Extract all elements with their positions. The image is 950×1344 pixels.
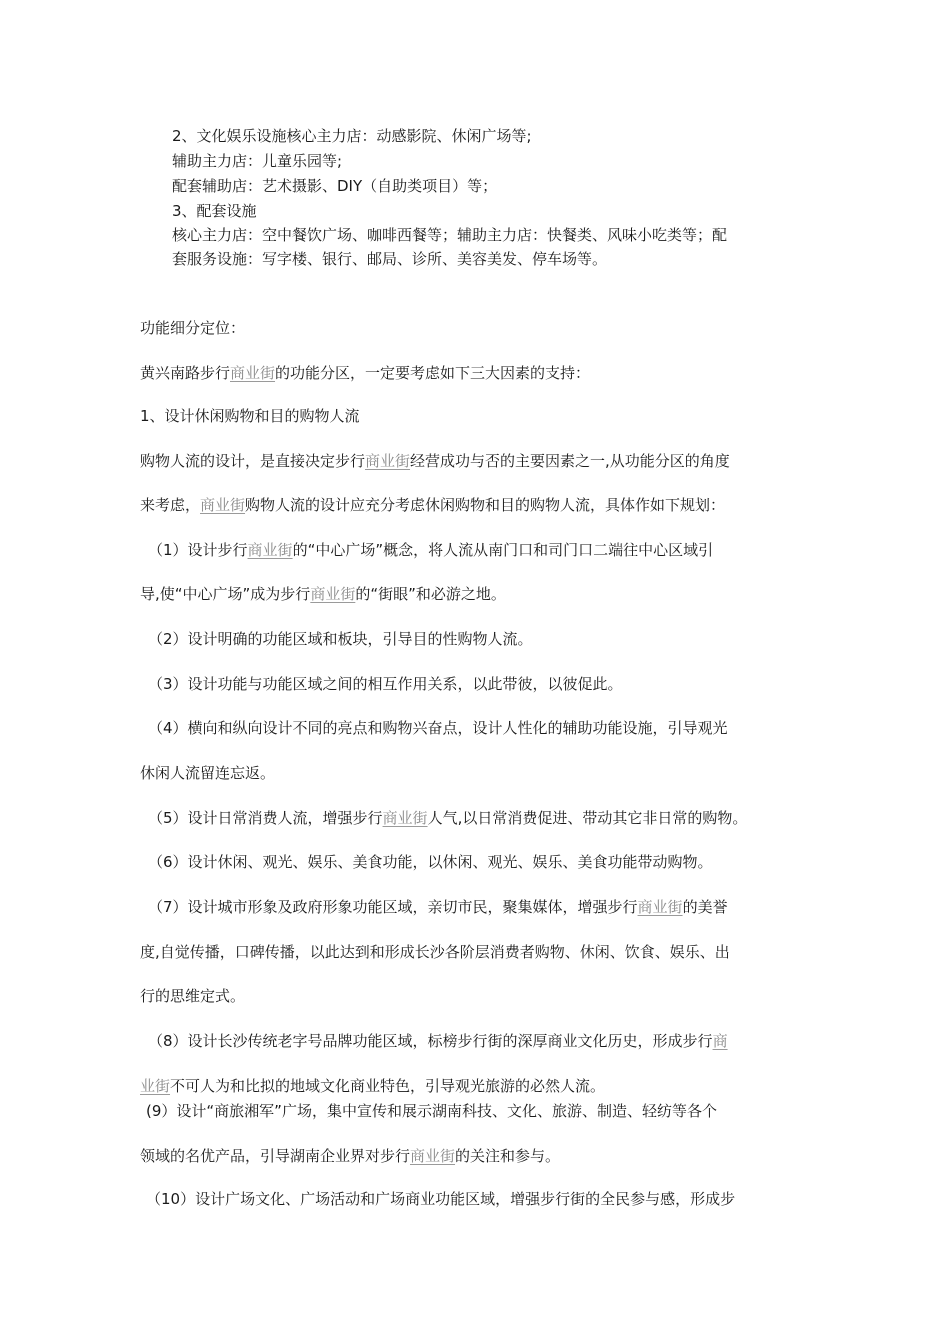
text-segment: 不可人为和比拟的地域文化商业特色，引导观光旅游的必然人流。 (170, 1077, 606, 1095)
text-segment: 的“街眼”和必游之地。 (355, 585, 506, 603)
text-segment: 人气,以日常消费促进、带动其它非日常的购物。 (427, 809, 748, 827)
text-line (148, 718, 728, 738)
text-segment: 来考虑， (140, 496, 201, 514)
text-segment: （8）设计长沙传统老字号品牌功能区域，标榜步行街的深厚商业文化历史，形成步行 (148, 1032, 713, 1050)
text-segment: 功能细分定位： (140, 319, 246, 337)
text-line (146, 1189, 735, 1209)
text-line (140, 363, 590, 383)
text-line (140, 406, 360, 426)
text-segment: 导,使“中心广场”成为步行 (140, 585, 311, 603)
text-segment: 经营成功与否的主要因素之一,从功能分区的角度 (410, 452, 730, 470)
text-line (148, 852, 713, 872)
text-line (140, 495, 725, 515)
text-segment: （7）设计城市形象及政府形象功能区域，亲切市民，聚集媒体，增强步行 (148, 898, 638, 916)
keyword-link[interactable]: 商业街 (365, 452, 411, 470)
text-segment: 1、设计休闲购物和目的购物人流 (140, 407, 360, 425)
text-segment: 购物人流的设计应充分考虑休闲购物和目的购物人流，具体作如下规划： (245, 496, 726, 514)
text-line (172, 249, 607, 269)
text-segment: （10）设计广场文化、广场活动和广场商业功能区域，增强步行街的全民参与感，形成步 (146, 1190, 736, 1208)
keyword-link[interactable]: 商 (712, 1032, 728, 1050)
text-line (148, 808, 747, 828)
text-segment: 辅助主力店：儿童乐园等; (172, 152, 343, 170)
text-line (140, 451, 730, 471)
text-segment: 2、文化娱乐设施核心主力店：动感影院、休闲广场等; (172, 127, 532, 145)
text-segment: 配套辅助店：艺术摄影、DIY（自助类项目）等； (172, 177, 498, 195)
text-segment: （5）设计日常消费人流，增强步行 (148, 809, 383, 827)
section-heading (140, 318, 245, 338)
text-line (140, 942, 730, 962)
text-line (172, 176, 497, 196)
text-line (172, 201, 257, 221)
text-segment: 行的思维定式。 (140, 987, 246, 1005)
keyword-link[interactable]: 商业街 (382, 809, 428, 827)
text-segment: （1）设计步行 (148, 541, 248, 559)
text-segment: 黄兴南路步行 (140, 364, 231, 382)
text-segment: 套服务设施：写字楼、银行、邮局、诊所、美容美发、停车场等。 (172, 250, 608, 268)
text-segment: 核心主力店：空中餐饮广场、咖啡西餐等；辅助主力店：快餐类、风味小吃类等；配 (172, 226, 728, 244)
text-segment: 购物人流的设计，是直接决定步行 (140, 452, 366, 470)
keyword-link[interactable]: 商业街 (200, 496, 246, 514)
text-segment: 休闲人流留连忘返。 (140, 764, 276, 782)
text-line (140, 986, 245, 1006)
text-segment: （2）设计明确的功能区域和板块，引导目的性购物人流。 (148, 630, 533, 648)
text-segment: 度,自觉传播，口碑传播，以此达到和形成长沙各阶层消费者购物、休闲、饮食、娱乐、出 (140, 943, 730, 961)
text-segment: （6）设计休闲、观光、娱乐、美食功能，以休闲、观光、娱乐、美食功能带动购物。 (148, 853, 713, 871)
text-line (148, 629, 533, 649)
keyword-link[interactable]: 商业街 (230, 364, 276, 382)
text-line (148, 540, 713, 560)
keyword-link[interactable]: 商业街 (410, 1147, 456, 1165)
text-line (140, 1146, 560, 1166)
keyword-link[interactable]: 商业街 (247, 541, 293, 559)
text-segment: 的美誉 (682, 898, 728, 916)
text-line (140, 584, 506, 604)
text-line (140, 763, 275, 783)
text-segment: 的“中心广场”概念，将人流从南门口和司门口二端往中心区域引 (292, 541, 714, 559)
keyword-link[interactable]: 业街 (140, 1077, 171, 1095)
text-line (172, 126, 532, 146)
text-segment: 领域的名优产品，引导湖南企业界对步行 (140, 1147, 411, 1165)
text-line (148, 897, 728, 917)
keyword-link[interactable]: 商业街 (310, 585, 356, 603)
text-line (172, 151, 342, 171)
text-segment: （4）横向和纵向设计不同的亮点和购物兴奋点，设计人性化的辅助功能设施，引导观光 (148, 719, 728, 737)
text-segment: (9）设计“商旅湘军”广场，集中宣传和展示湖南科技、文化、旅游、制造、轻纺等各个 (146, 1102, 717, 1120)
text-segment: 的关注和参与。 (455, 1147, 561, 1165)
text-line (146, 1101, 717, 1121)
keyword-link[interactable]: 商业街 (637, 898, 683, 916)
text-segment: 的功能分区，一定要考虑如下三大因素的支持： (275, 364, 591, 382)
text-line (140, 1076, 605, 1096)
text-segment: 3、配套设施 (172, 202, 257, 220)
text-segment: （3）设计功能与功能区域之间的相互作用关系，以此带彼，以彼促此。 (148, 675, 623, 693)
text-line (148, 674, 623, 694)
text-line (172, 225, 727, 245)
text-line (148, 1031, 728, 1051)
